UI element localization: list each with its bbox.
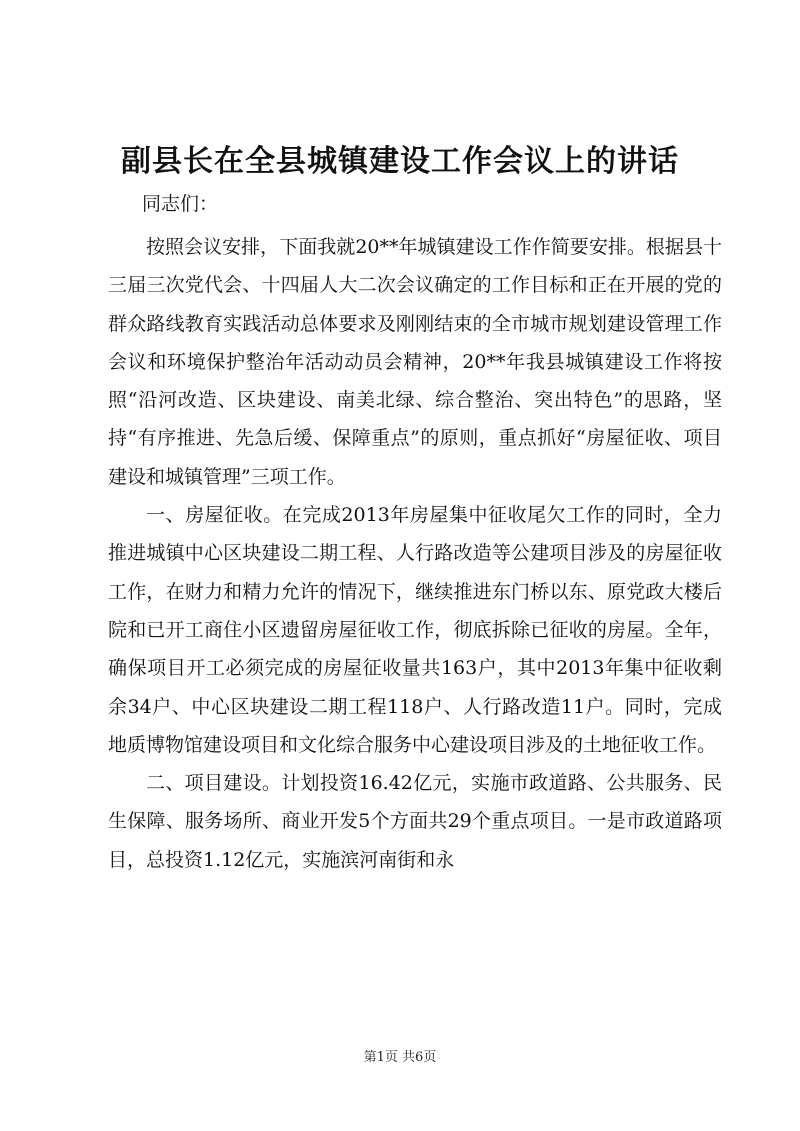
salutation: 同志们： — [142, 193, 219, 215]
paragraph-project-construction: 二、项目建设。计划投资16.42亿元，实施市政道路、公共服务、民生保障、服务场所、商业开发5个方面共29个重点项目。一是市政道路项目，总投资1.12亿元，实施滨河南街和永 — [108, 772, 722, 871]
document-title: 副县长在全县城镇建设工作会议上的讲话 — [121, 144, 679, 179]
page-number-footer: 第1页 共6页 — [363, 1050, 437, 1065]
paragraph-house-expropriation: 一、房屋征收。在完成2013年房屋集中征收尾欠工作的同时，全力推进城镇中心区块建设二期工程、人行路改造等公建项目涉及的房屋征收工作，在财力和精力允许的情况下，继续推进东门桥以东、原党政大楼后院和已开工商住小区遗留房屋征收工作，彻底拆除已征收的房屋。全年，确保项目开工必须完成的房屋征收量共163户，其中2013年集中征收剩余34户、中心区块建设二期工程118户、人行路改造11户。同时，完成地质博物馆建设项目和文化综合服务中心建设项目涉及的土地征收工作。 — [108, 504, 722, 756]
paragraph-intro: 按照会议安排，下面我就20**年城镇建设工作作简要安排。根据县十三届三次党代会、十四届人大二次会议确定的工作目标和正在开展的党的群众路线教育实践活动总体要求及刚刚结束的全市城市规划建设管理工作会议和环境保护整治年活动动员会精神，20**年我县城镇建设工作将按照“沿河改造、区块建设、南美北绿、综合整治、突出特色”的思路，坚持“有序推进、先急后缓、保障重点”的原则，重点抓好“房屋征收、项目建设和城镇管理”三项工作。 — [108, 236, 722, 488]
document-body — [108, 228, 722, 879]
